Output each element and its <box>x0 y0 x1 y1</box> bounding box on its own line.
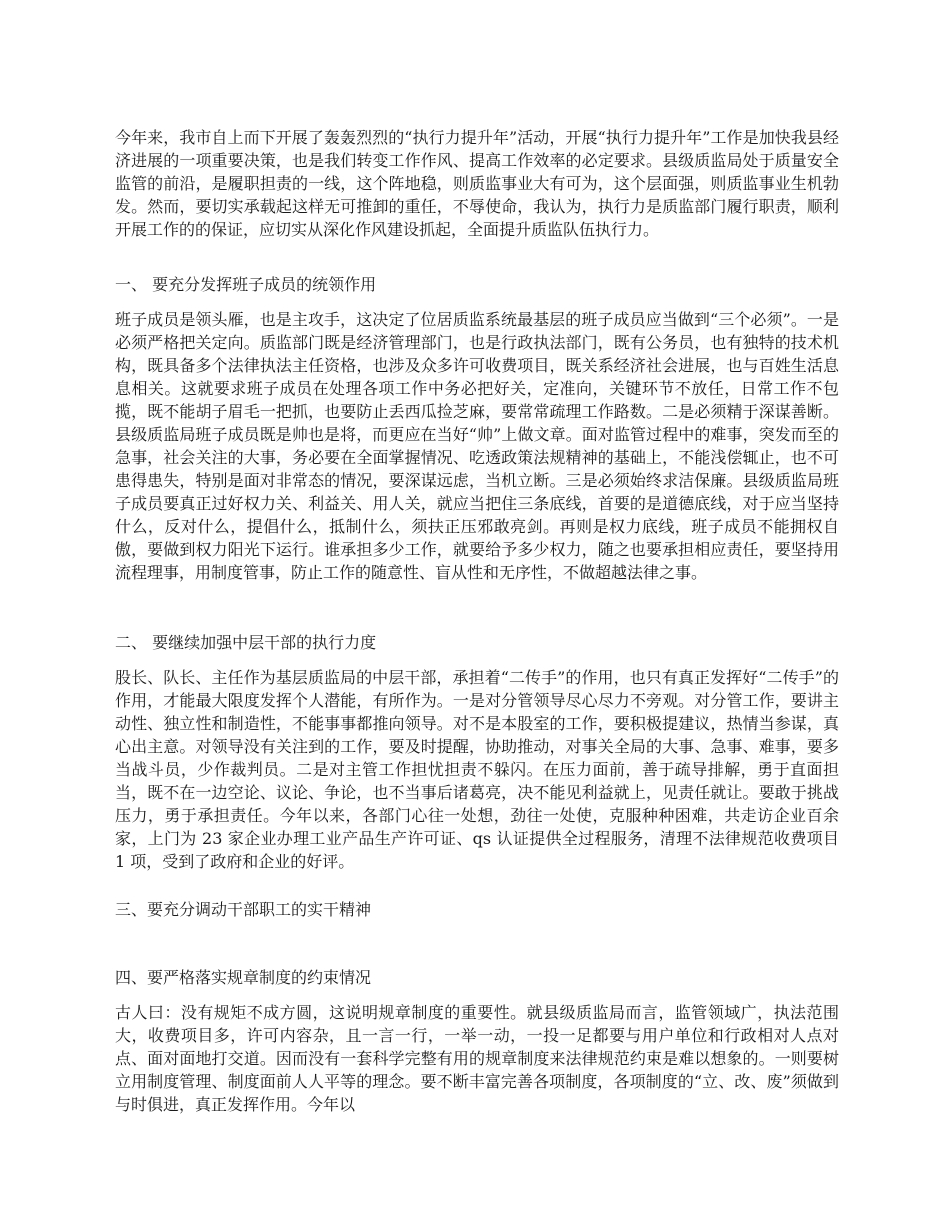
section-2-heading: 二、 要继续加强中层干部的执行力度 <box>115 633 377 652</box>
intro-paragraph: 今年来，我市自上而下开展了轰轰烈烈的“执行力提升年”活动，开展“执行力提升年”工作是加快我县经济进展的一项重要决策，也是我们转变工作作风、提高工作效率的必定要求。县级质监局处于质量安全监管的前沿，是履职担责的一线，这个阵地稳，则质监事业大有可为，这个层面强，则质监事业生机勃发。然而，要切实承载起这样无可推卸的重任，不辱使命，我认为，执行力是质监部门履行职责，顺利开展工作的的保证，应切实从深化作风建设抓起，全面提升质监队伍执行力。 <box>115 128 839 239</box>
section-3-heading: 三、要充分调动干部职工的实干精神 <box>115 900 372 919</box>
section-1-paragraph: 班子成员是领头雁，也是主攻手，这决定了位居质监系统最基层的班子成员应当做到“三个必须”。一是必须严格把关定向。质监部门既是经济管理部门，也是行政执法部门，既有公务员，也有独特的技术机构，既具备多个法律执法主任资格，也涉及众多许可收费项目，既关系经济社会进展，也与百姓生活息息相关。这就要求班子成员在处理各项工作中务必把好关，定准向，关键环节不放任，日常工作不包揽，既不能胡子眉毛一把抓，也要防止丢西瓜捡芝麻，要常常疏理工作路数。二是必须精于深谋善断。县级质监局班子成员既是帅也是将，而更应在当好“帅”上做文章。面对监管过程中的难事，突发而至的急事，社会关注的大事，务必要在全面掌握情况、吃透政策法规精神的基础上，不能浅偿辄止，也不可患得患失，特别是面对非常态的情况，要深谋远虑，当机立断。三是必须始终求洁保廉。县级质监局班子成员要真正过好权力关、利益关、用人关，就应当把住三条底线，首要的是道德底线，对于应当坚持什么，反对什么，提倡什么，抵制什么，须扶正压邪敢亮剑。再则是权力底线，班子成员不能拥权自傲，要做到权力阳光下运行。谁承担多少工作，就要给予多少权力，随之也要承担相应责任，要坚持用流程理事，用制度管事，防止工作的随意性、盲从性和无序性，不做超越法律之事。 <box>115 310 839 582</box>
section-2-paragraph: 股长、队长、主任作为基层质监局的中层干部，承担着“二传手”的作用，也只有真正发挥好“二传手”的作用，才能最大限度发挥个人潜能，有所作为。一是对分管领导尽心尽力不旁观。对分管工作，要讲主动性、独立性和制造性，不能事事都推向领导。对不是本股室的工作，要积极提建议，热情当参谋，真心出主意。对领导没有关注到的工作，要及时提醒，协助推动，对事关全局的大事、急事、难事，要多当战斗员，少作裁判员。二是对主管工作担忧担责不躲闪。在压力面前，善于疏导排解，勇于直面担当，既不在一边空论、议论、争论，也不当事后诸葛亮，决不能见利益就上，见责任就让。要敢于挑战压力，勇于承担责任。今年以来，各部门心往一处想，劲往一处使，克服种种困难，共走访企业百余家，上门为 23 家企业办理工业产品生产许可证、qs 认证提供全过程服务，清理不法律规范收费项目 1 项，受到了政府和企业的好评。 <box>115 668 839 871</box>
section-1-heading: 一、 要充分发挥班子成员的统领作用 <box>115 275 377 294</box>
section-4-paragraph: 古人曰：没有规矩不成方圆，这说明规章制度的重要性。就县级质监局而言，监管领域广，执法范围大，收费项目多，许可内容杂，且一言一行，一举一动，一投一足都要与用户单位和行政相对人点对点、面对面地打交道。因而没有一套科学完整有用的规章制度来法律规范约束是难以想象的。一则要树立用制度管理、制度面前人人平等的理念。要不断丰富完善各项制度，各项制度的“立、改、废”须做到与时俱进，真正发挥作用。今年以 <box>115 1003 839 1114</box>
section-4-heading: 四、要严格落实规章制度的约束情况 <box>115 968 372 987</box>
